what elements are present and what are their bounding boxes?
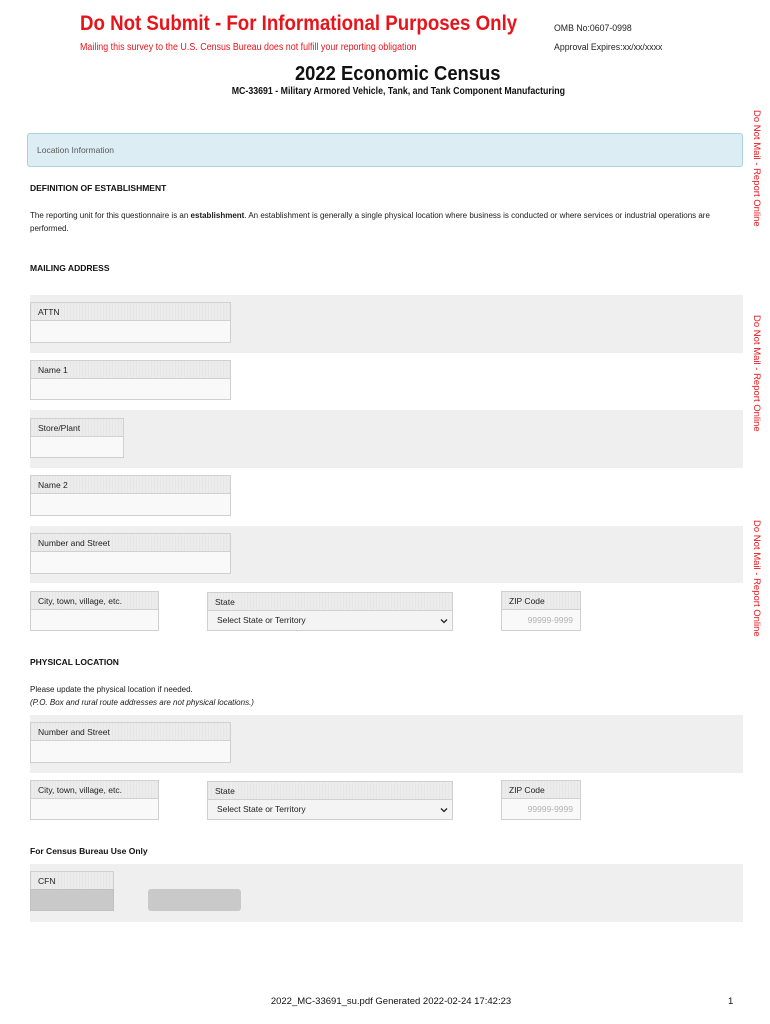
physical-city-field bbox=[30, 780, 159, 820]
physical-zip-field bbox=[501, 780, 581, 820]
page-title bbox=[26, 62, 770, 86]
mailing-name1-field bbox=[30, 360, 231, 400]
attn-label: ATTN bbox=[30, 302, 231, 320]
definition-text-start: The reporting unit for this questionnaire is an bbox=[30, 211, 191, 220]
definition-text-end: . An establishment is generally a single physical location where business is conducted or where services or industrial operations are performed. bbox=[30, 211, 710, 233]
mailing-store-plant-field bbox=[30, 418, 124, 458]
mailing-address-heading: MAILING ADDRESS bbox=[30, 263, 110, 273]
approval-expires bbox=[554, 42, 672, 54]
warning-subtitle bbox=[80, 42, 458, 54]
side-notice-3: Do Not Mail - Report Online bbox=[751, 520, 762, 637]
form-subtitle bbox=[26, 86, 770, 98]
cfn-label: CFN bbox=[30, 871, 114, 889]
physical-location-instruction: Please update the physical location if needed. bbox=[30, 685, 193, 694]
mailing-state-field bbox=[207, 592, 453, 631]
mailing-street-field bbox=[30, 533, 231, 574]
store-plant-label: Store/Plant bbox=[30, 418, 124, 436]
physical-location-heading: PHYSICAL LOCATION bbox=[30, 657, 119, 667]
physical-street-input[interactable] bbox=[30, 740, 231, 763]
definition-text-bold: establishment bbox=[190, 211, 245, 220]
street-label: Number and Street bbox=[30, 533, 231, 551]
physical-state-label: State bbox=[207, 781, 453, 799]
definition-text bbox=[30, 209, 730, 235]
mailing-zip-field bbox=[501, 591, 581, 631]
omb-number-text: OMB No:0607-0998 bbox=[554, 23, 632, 34]
cfn-field bbox=[30, 871, 114, 911]
name1-label: Name 1 bbox=[30, 360, 231, 378]
mailing-name2-field bbox=[30, 475, 231, 516]
physical-zip-input[interactable] bbox=[501, 798, 581, 820]
name2-label: Name 2 bbox=[30, 475, 231, 493]
store-plant-input[interactable] bbox=[30, 436, 124, 458]
census-use-heading: For Census Bureau Use Only bbox=[30, 846, 148, 856]
mailing-attn-field bbox=[30, 302, 231, 343]
physical-city-label: City, town, village, etc. bbox=[30, 780, 159, 798]
row-band bbox=[30, 864, 743, 922]
side-notice-2: Do Not Mail - Report Online bbox=[751, 315, 762, 432]
warning-title bbox=[80, 12, 571, 36]
physical-state-field bbox=[207, 781, 453, 820]
physical-street-field bbox=[30, 722, 231, 763]
page-title-text: 2022 Economic Census bbox=[295, 63, 501, 85]
form-subtitle-text: MC-33691 - Military Armored Vehicle, Tank, and Tank Component Manufacturing bbox=[231, 86, 565, 97]
census-use-box bbox=[148, 889, 241, 911]
state-label: State bbox=[207, 592, 453, 610]
section-header-location: Location Information bbox=[27, 133, 743, 167]
city-input[interactable] bbox=[30, 609, 159, 631]
footer-generated: 2022_MC-33691_su.pdf Generated 2022-02-24 17:42:23 bbox=[270, 996, 512, 1007]
physical-state-select-value: Select State or Territory bbox=[217, 804, 306, 814]
warning-subtitle-text: Mailing this survey to the U.S. Census Bureau does not fulfill your reporting obligation bbox=[80, 42, 417, 53]
name1-input[interactable] bbox=[30, 378, 231, 400]
chevron-down-icon bbox=[440, 617, 448, 625]
page-number: 1 bbox=[728, 996, 734, 1007]
side-notice-1: Do Not Mail - Report Online bbox=[751, 110, 762, 227]
street-input[interactable] bbox=[30, 551, 231, 574]
physical-zip-label: ZIP Code bbox=[501, 780, 581, 798]
omb-number bbox=[554, 23, 639, 35]
definition-heading: DEFINITION OF ESTABLISHMENT bbox=[30, 183, 167, 193]
warning-title-text: Do Not Submit - For Informational Purposes Only bbox=[80, 12, 518, 35]
physical-street-label: Number and Street bbox=[30, 722, 231, 740]
zip-label: ZIP Code bbox=[501, 591, 581, 609]
zip-input[interactable] bbox=[501, 609, 581, 631]
approval-expires-text: Approval Expires:xx/xx/xxxx bbox=[554, 42, 663, 53]
state-select-value: Select State or Territory bbox=[217, 615, 306, 625]
mailing-city-field bbox=[30, 591, 159, 631]
physical-state-select[interactable] bbox=[207, 799, 453, 820]
cfn-input bbox=[30, 889, 114, 911]
row-band bbox=[30, 410, 743, 468]
physical-city-input[interactable] bbox=[30, 798, 159, 820]
city-label: City, town, village, etc. bbox=[30, 591, 159, 609]
name2-input[interactable] bbox=[30, 493, 231, 516]
state-select[interactable] bbox=[207, 610, 453, 631]
chevron-down-icon bbox=[440, 806, 448, 814]
attn-input[interactable] bbox=[30, 320, 231, 343]
physical-location-note: (P.O. Box and rural route addresses are not physical locations.) bbox=[30, 698, 254, 707]
